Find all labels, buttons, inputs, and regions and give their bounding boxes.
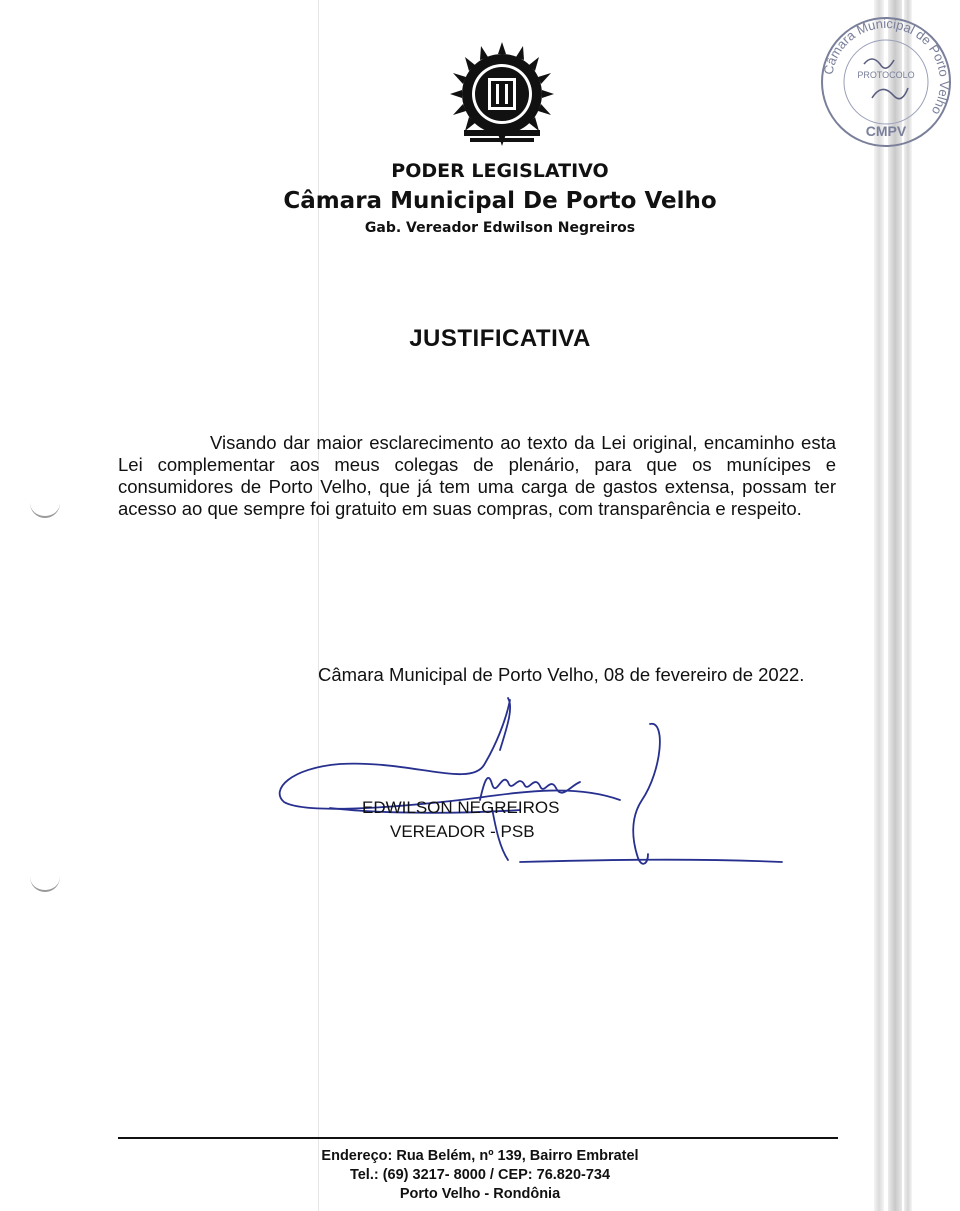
place-and-date: Câmara Municipal de Porto Velho, 08 de fevereiro de 2022.: [318, 664, 805, 685]
institution-heading: Câmara Municipal De Porto Velho: [283, 188, 717, 214]
punch-hole-mark: [30, 874, 60, 892]
legislative-branch-heading: PODER LEGISLATIVO: [391, 160, 609, 182]
stamp-protocol-label: PROTOCOLO: [857, 70, 915, 80]
signer-name: EDWILSON NEGREIROS: [362, 798, 560, 817]
office-subheading: Gab. Vereador Edwilson Negreiros: [364, 220, 636, 236]
handwritten-signature: [270, 690, 790, 880]
footer-address: Endereço: Rua Belém, nº 139, Bairro Embratel: [321, 1148, 639, 1164]
footer-divider: [118, 1137, 838, 1139]
footer-contact: Tel.: (69) 3217- 8000 / CEP: 76.820-734: [349, 1167, 611, 1183]
svg-text:Câmara Municipal de Porto Velh: [820, 16, 952, 118]
municipal-crest-icon: [444, 40, 560, 152]
footer-city: Porto Velho - Rondônia: [399, 1186, 561, 1202]
document-title: JUSTIFICATIVA: [409, 325, 591, 352]
justification-paragraph: Visando dar maior esclarecimento ao texto da Lei original, encaminho esta Lei complementar aos meus colegas de plenário, para que os munícipes e consumidores de Porto Velho, que já tem uma carga de gastos extensa, possam ter acesso ao que sempre foi gratuito em suas compras, com transparência e respeito.: [118, 432, 836, 519]
stamp-institution-text: Câmara Municipal de Porto Velho: [820, 15, 953, 118]
stamp-abbrev: CMPV: [865, 123, 907, 139]
protocol-stamp: [816, 12, 956, 152]
signer-role: VEREADOR - PSB: [390, 822, 535, 841]
punch-hole-mark: [30, 500, 60, 518]
